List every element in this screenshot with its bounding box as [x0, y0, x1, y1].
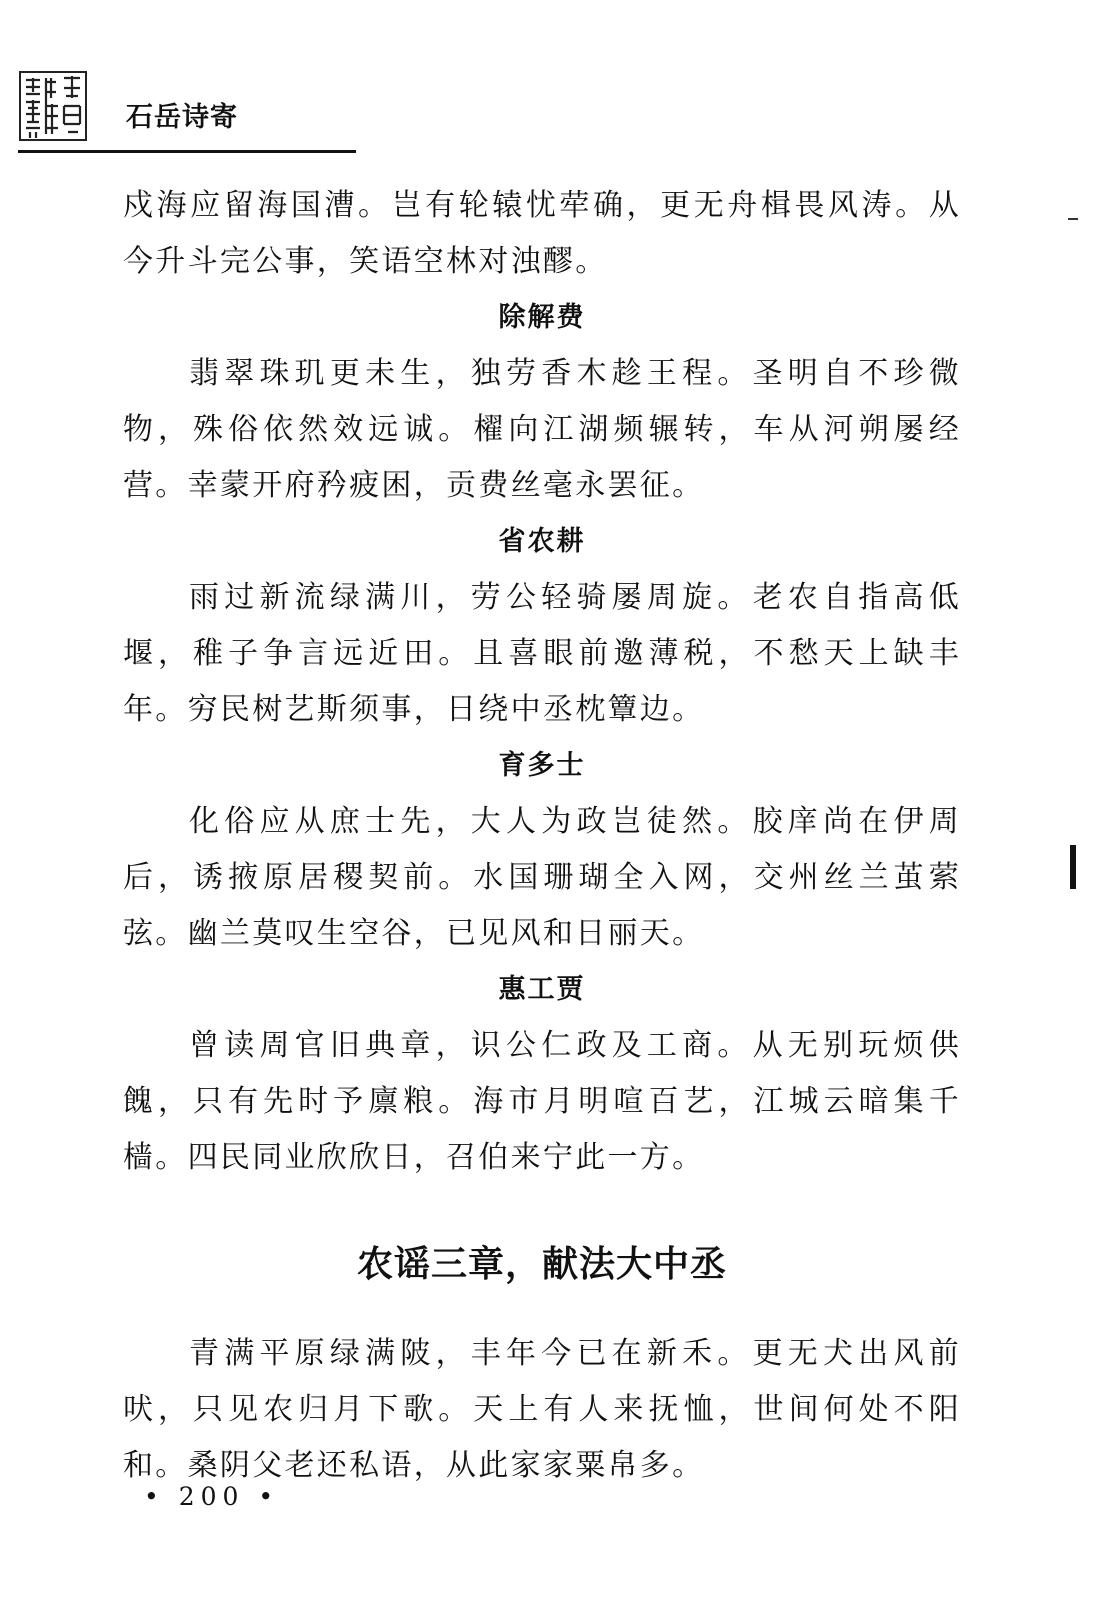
page-content	[123, 178, 961, 1494]
book-title: 石岳诗寄	[126, 102, 238, 133]
section-title: 农谣三章，献法大中丞	[356, 1243, 727, 1285]
page-number: • 200 •	[144, 1482, 280, 1511]
poem-text: 翡翠珠玑更未生，独劳香木趁王程。圣明自不珍微物，殊俗依然效远诚。櫂向江湖频辗转，车从河朔屡经营。幸蒙开府矜疲困，贡费丝毫永罢征。	[123, 356, 961, 503]
poem-title: 育多士	[498, 750, 586, 781]
scan-edge-mark	[1070, 845, 1076, 889]
poem-title: 省农耕	[498, 526, 586, 557]
poem-text: 化俗应从庶士先，大人为政岂徒然。胶庠尚在伊周后，诱掖原居稷契前。水国珊瑚全入网，交州丝兰茧萦弦。幽兰莫叹生空谷，已见风和日丽天。	[123, 804, 961, 951]
header-rule	[18, 150, 356, 153]
intro-text: 戍海应留海国漕。岂有轮辕忧荦确，更无舟楫畏风涛。从今升斗完公事，笑语空林对浊醪。	[123, 188, 961, 279]
scan-edge-tick	[1068, 218, 1078, 220]
poem-text: 曾读周官旧典章，识公仁政及工商。从无别玩烦供餽，只有先时予廪粮。海市月明喧百艺，江城云暗集千樯。四民同业欣欣日，召伯来宁此一方。	[123, 1028, 961, 1175]
seal-stamp-icon	[18, 70, 88, 142]
poem-title: 惠工贾	[498, 974, 586, 1005]
section-text: 青满平原绿满陂，丰年今已在新禾。更无犬出风前吠，只见农归月下歌。天上有人来抚恤，世间何处不阳和。桑阴父老还私语，从此家家粟帛多。	[123, 1336, 961, 1483]
poem-title: 除解费	[498, 302, 586, 333]
poem-text: 雨过新流绿满川，劳公轻骑屡周旋。老农自指高低堰，稚子争言远近田。且喜眼前邀薄税，不愁天上缺丰年。穷民树艺斯须事，日绕中丞枕簟边。	[123, 580, 961, 727]
